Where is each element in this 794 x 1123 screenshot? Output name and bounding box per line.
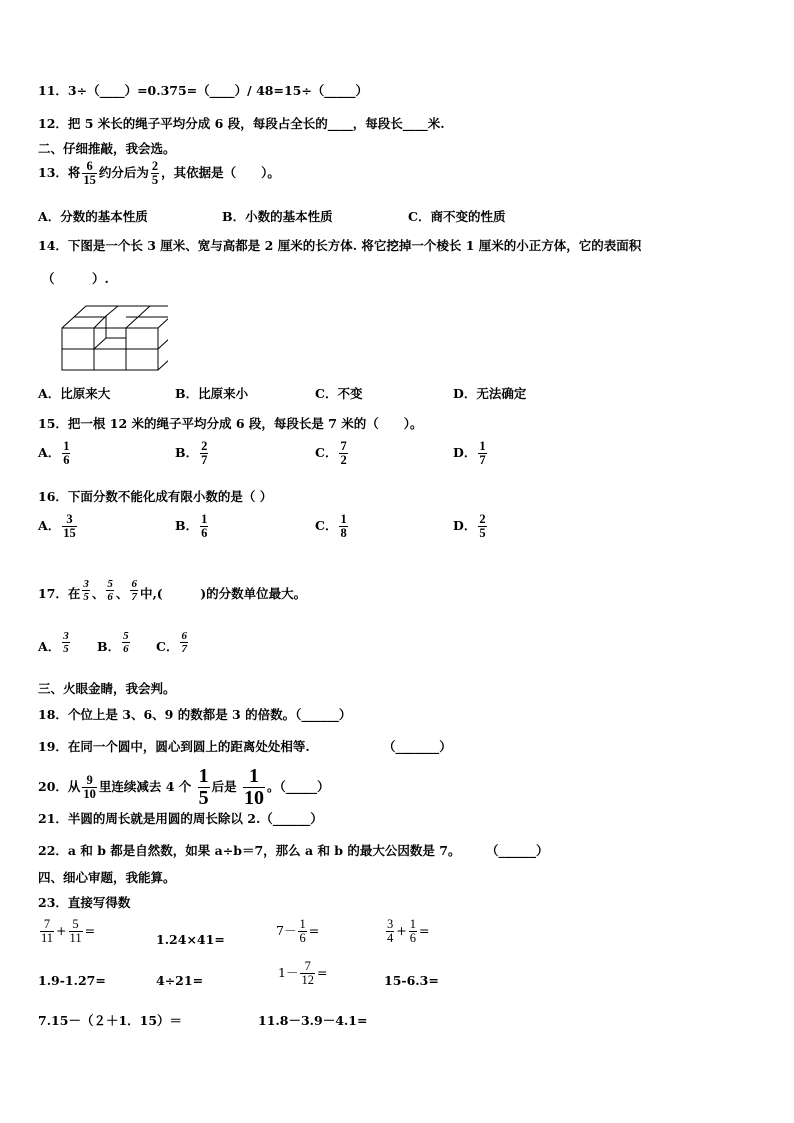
question-12-text: 12．把 5 米长的绳子平均分成 6 段，每段占全长的____，每段长____米. xyxy=(38,116,445,131)
numerator: 5 xyxy=(72,917,79,931)
question-15-text: 15．把一根 12 米的绳子平均分成 6 段，每段长是 7 米的（ ）。 xyxy=(38,416,423,431)
option-label: C． xyxy=(156,639,179,654)
question-14-blank: （ ）. xyxy=(42,271,109,286)
question-14-line1 xyxy=(38,237,641,255)
numerator: 7 xyxy=(340,439,347,453)
calc-expression: 1.9-1.27= xyxy=(38,973,106,988)
question-20-pre: 20．从 xyxy=(38,779,81,794)
option-b[interactable] xyxy=(175,513,210,540)
numerator: 3 xyxy=(83,578,89,590)
section-3-title: 三、火眼金睛，我会判。 xyxy=(38,681,176,696)
question-17-post: 中,( )的分数单位最大。 xyxy=(139,586,307,601)
numerator: 2 xyxy=(201,439,208,453)
denominator: 2 xyxy=(340,453,347,467)
separator: 、 xyxy=(91,586,105,601)
option-label: C． xyxy=(315,445,338,460)
fraction xyxy=(478,440,486,467)
fraction xyxy=(180,630,188,655)
question-13-post: ，其依据是（ ）。 xyxy=(161,165,280,180)
option-label: D． xyxy=(453,518,477,533)
denominator: 15 xyxy=(63,526,76,540)
question-13-pre: 13．将 xyxy=(38,165,81,180)
numerator: 7 xyxy=(43,917,51,931)
denominator: 6 xyxy=(299,931,306,945)
option-d[interactable]: D．无法确定 xyxy=(453,386,527,401)
question-16-text: 16．下面分数不能化成有限小数的是（ ） xyxy=(38,489,273,504)
question-20-post: 。（_____） xyxy=(267,779,330,794)
option-a[interactable] xyxy=(38,513,79,540)
option-label: A． xyxy=(38,639,61,654)
question-15 xyxy=(38,415,423,433)
denominator: 5 xyxy=(151,173,159,187)
section-4-heading xyxy=(38,869,176,887)
fraction xyxy=(69,918,83,945)
option-b[interactable]: B．小数的基本性质 xyxy=(222,209,333,224)
fraction xyxy=(200,513,208,540)
numerator: 2 xyxy=(479,512,486,526)
calc-expression: 7.15－（２＋1．15）＝ xyxy=(38,1013,183,1028)
fraction xyxy=(478,513,486,540)
denominator: 7 xyxy=(131,591,137,603)
operator: + xyxy=(56,923,67,938)
denominator: 7 xyxy=(181,643,187,655)
answer-blank: （______） xyxy=(486,843,549,858)
calc-expression: 15-6.3= xyxy=(384,973,439,988)
question-19-text: 19．在同一个圆中，圆心到圆上的距离处处相等. xyxy=(38,739,310,754)
fraction xyxy=(339,513,347,540)
fraction xyxy=(151,160,159,187)
fraction xyxy=(339,440,347,467)
numerator: 3 xyxy=(63,630,69,642)
section-2-heading xyxy=(38,140,176,158)
option-a[interactable] xyxy=(38,630,72,655)
denominator: 7 xyxy=(201,453,208,467)
calc-expression xyxy=(278,960,327,987)
denominator: 6 xyxy=(123,643,129,655)
calc-expression: 4÷21= xyxy=(156,973,204,988)
option-c[interactable] xyxy=(315,513,350,540)
option-label: D． xyxy=(453,445,477,460)
denominator: 12 xyxy=(301,973,314,987)
numerator: 1 xyxy=(479,439,486,453)
fraction xyxy=(106,578,114,603)
question-20-mid2: 后是 xyxy=(211,779,237,794)
numerator: 1 xyxy=(340,512,347,526)
denominator: 6 xyxy=(107,591,113,603)
operator: + xyxy=(396,923,407,938)
fraction xyxy=(40,918,54,945)
question-12 xyxy=(38,115,445,133)
option-a[interactable]: A．比原来大 xyxy=(38,386,111,401)
separator: 、 xyxy=(115,586,129,601)
fraction xyxy=(62,440,70,467)
option-c[interactable]: C．不变 xyxy=(315,386,363,401)
numerator: 3 xyxy=(66,512,73,526)
fraction xyxy=(82,160,97,187)
expression-prefix: 1－ xyxy=(278,965,299,980)
question-23 xyxy=(38,894,130,912)
numerator: 1 xyxy=(299,917,306,931)
question-17-pre: 17．在 xyxy=(38,586,81,601)
option-label: B． xyxy=(175,518,199,533)
option-c[interactable] xyxy=(315,440,350,467)
option-c[interactable] xyxy=(156,630,190,655)
denominator: 6 xyxy=(409,931,416,945)
option-d[interactable] xyxy=(453,513,489,540)
option-label: B． xyxy=(97,639,121,654)
question-18 xyxy=(38,706,351,724)
calc-expression xyxy=(38,918,95,945)
numerator: 3 xyxy=(387,917,394,931)
calc-expression xyxy=(384,918,429,945)
question-19-answer-blank[interactable] xyxy=(383,738,452,756)
question-19 xyxy=(38,738,310,756)
fraction xyxy=(198,766,210,809)
denominator: 11 xyxy=(41,931,54,945)
denominator: 6 xyxy=(63,453,70,467)
denominator: 15 xyxy=(83,173,96,187)
answer-blank: （_______） xyxy=(383,739,452,754)
denominator: 10 xyxy=(83,787,96,801)
fraction xyxy=(122,630,130,655)
numerator: 7 xyxy=(304,959,311,973)
option-b[interactable] xyxy=(175,440,210,467)
equals: = xyxy=(84,923,96,938)
option-b[interactable] xyxy=(97,630,132,655)
denominator: 5 xyxy=(479,526,486,540)
question-11 xyxy=(38,82,368,100)
numerator: 1 xyxy=(409,917,416,931)
option-b[interactable]: B．比原来小 xyxy=(175,386,249,401)
equals: = xyxy=(316,965,328,980)
question-23-title: 23．直接写得数 xyxy=(38,895,131,910)
equals: = xyxy=(308,923,320,938)
cuboid-figure xyxy=(58,298,168,374)
question-20 xyxy=(38,766,330,809)
option-label: A． xyxy=(38,518,61,533)
numerator: 1 xyxy=(201,512,208,526)
denominator: 5 xyxy=(83,591,89,603)
option-d[interactable] xyxy=(453,440,489,467)
question-16 xyxy=(38,488,272,506)
numerator: 1 xyxy=(63,439,70,453)
option-label: C． xyxy=(315,518,338,533)
numerator: 6 xyxy=(86,159,93,173)
section-2-title: 二、仔细推敲，我会选。 xyxy=(38,141,176,156)
question-13 xyxy=(38,160,280,187)
question-21 xyxy=(38,810,323,828)
option-c[interactable]: C．商不变的性质 xyxy=(408,209,506,224)
denominator: 10 xyxy=(244,787,265,809)
denominator: 7 xyxy=(479,453,486,467)
denominator: 4 xyxy=(387,931,394,945)
question-21-text: 21．半圆的周长就是用圆的周长除以 2.（______） xyxy=(38,811,323,826)
expression-prefix: 7－ xyxy=(276,923,297,938)
section-3-heading xyxy=(38,680,176,698)
numerator: 9 xyxy=(86,773,93,787)
question-14-line2 xyxy=(42,270,109,288)
calc-expression: 1.24×41= xyxy=(156,932,225,947)
denominator: 6 xyxy=(201,526,208,540)
question-22-answer-blank[interactable] xyxy=(486,842,549,860)
fraction xyxy=(82,578,90,603)
question-17 xyxy=(38,578,306,603)
numerator: 1 xyxy=(198,765,209,787)
option-label: A． xyxy=(38,445,61,460)
fraction xyxy=(298,918,306,945)
fraction xyxy=(130,578,138,603)
question-18-text: 18．个位上是 3、6、9 的数都是 3 的倍数。（______） xyxy=(38,707,352,722)
option-label: B． xyxy=(175,445,199,460)
numerator: 2 xyxy=(151,159,159,173)
fraction xyxy=(62,630,70,655)
denominator: 8 xyxy=(340,526,347,540)
fraction xyxy=(82,774,97,801)
section-4-title: 四、细心审题，我能算。 xyxy=(38,870,176,885)
denominator: 5 xyxy=(198,787,209,809)
fraction xyxy=(243,766,265,809)
numerator: 6 xyxy=(181,630,187,642)
question-22 xyxy=(38,842,460,860)
denominator: 11 xyxy=(69,931,82,945)
question-14-text: 14．下图是一个长 3 厘米、宽与高都是 2 厘米的长方体. 将它挖掉一个棱长 1 厘米的小正方体，它的表面积 xyxy=(38,238,642,253)
calc-expression xyxy=(276,918,319,945)
question-11-text: 11．3÷（____）=0.375=（____）/ 48=15÷（_____） xyxy=(38,83,369,98)
question-22-text: 22．a 和 b 都是自然数，如果 a÷b＝7，那么 a 和 b 的最大公因数是 7。 xyxy=(38,843,461,858)
numerator: 1 xyxy=(249,765,260,787)
numerator: 5 xyxy=(107,578,113,590)
option-a[interactable] xyxy=(38,440,72,467)
calc-expression: 11.8－3.9－4.1= xyxy=(258,1013,368,1028)
fraction xyxy=(386,918,394,945)
fraction xyxy=(300,960,315,987)
denominator: 5 xyxy=(63,643,69,655)
option-a[interactable]: A．分数的基本性质 xyxy=(38,209,148,224)
equals: = xyxy=(418,923,430,938)
fraction xyxy=(409,918,417,945)
fraction xyxy=(200,440,208,467)
fraction xyxy=(62,513,77,540)
numerator: 6 xyxy=(131,578,137,590)
question-20-mid: 里连续减去 4 个 xyxy=(98,779,192,794)
question-13-mid: 约分后为 xyxy=(98,165,149,180)
numerator: 5 xyxy=(123,630,129,642)
